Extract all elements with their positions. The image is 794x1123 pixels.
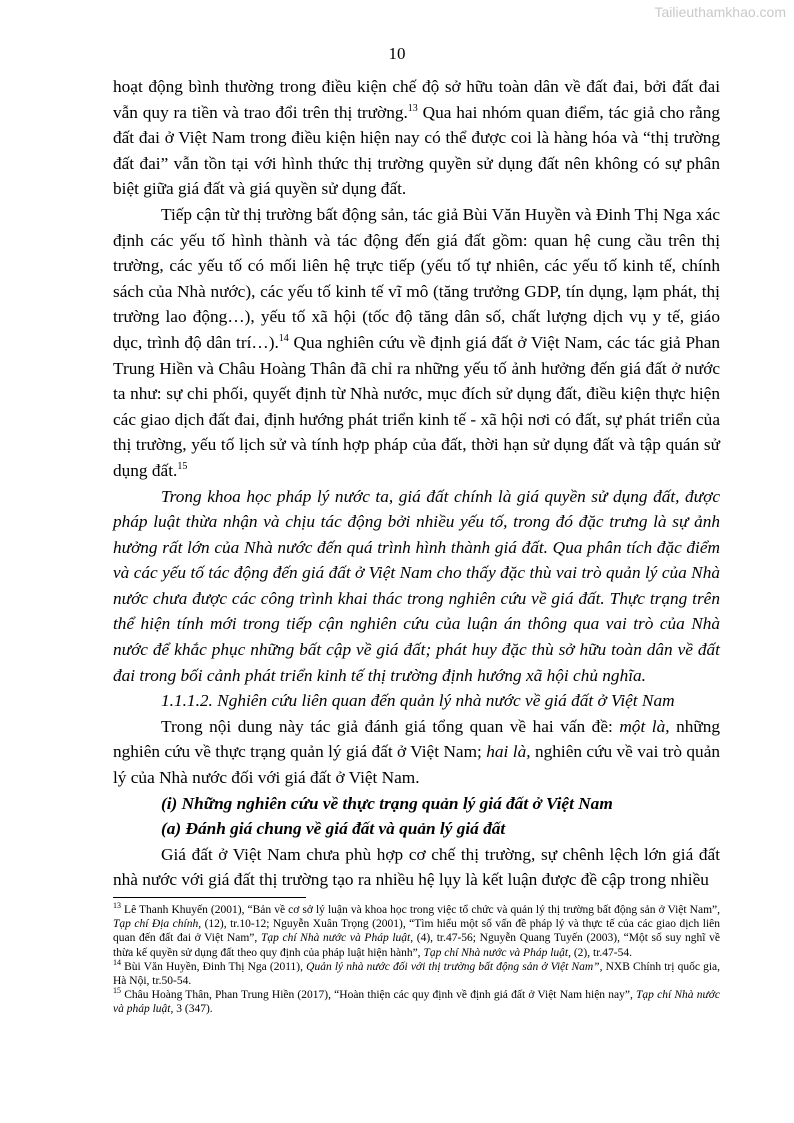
fn14-text-a: Bùi Văn Huyền, Đinh Thị Nga (2011), — [121, 960, 307, 973]
p4-text-b: những nghiên cứu về thực trạng quản lý giá đất ở Việt Nam; — [113, 716, 721, 762]
fn13-text-c: (4), tr.47-56; Nguyễn Quang Tuyến (2003), “Một số suy nghĩ về thừa kế quyền sử dụng đất theo quy định của pháp luật hiện hành”, — [113, 932, 721, 959]
footnote-15-number: 15 — [113, 986, 121, 996]
fn13-journal-2: Tạp chí Nhà nước và Pháp luật, — [260, 932, 414, 945]
p4-emphasis-1: một là, — [619, 716, 670, 736]
p1-text-b: Qua hai nhóm quan điểm, tác giả cho rằng đất đai ở Việt Nam trong điều kiện hiện nay có thể được coi là hàng hóa và “thị trường đất đai” vẫn tồn tại với hình thức thị trường quyền sử dụng đất nên không có sự phân biệt giữa giá đất và giá quyền sử dụng đất. — [113, 102, 720, 199]
p2-text-a: Tiếp cận từ thị trường bất động sản, tác giả Bùi Văn Huyền và Đinh Thị Nga xác định các yếu tố hình thành và tác động đến giá đất gồm: quan hệ cung cầu trên thị trường, các yếu tố có mối liên hệ trực tiếp (yếu tố tự nhiên, các yếu tố kinh tế, chính sách của Nhà nước), các yếu tố kinh tế vĩ mô (tăng trưởng GDP, tín dụng, lạm phát, thị trường lao động…), yếu tố xã hội (tốc độ tăng dân số, chất lượng dịch vụ y tế, giáo dục, trình độ dân trí…). — [113, 204, 720, 352]
fn13-text-d: (2), tr.47-54. — [570, 946, 632, 959]
subheading-i: (i) Những nghiên cứu về thực trạng quản lý giá đất ở Việt Nam — [161, 793, 613, 813]
footnote-separator — [113, 897, 306, 898]
paragraph-4 — [113, 714, 720, 791]
fn15-text-a: Châu Hoàng Thân, Phan Trung Hiền (2017), “Hoàn thiện các quy định về định giá đất ở Việt Nam hiện nay”, — [121, 989, 637, 1002]
p4-emphasis-2: hai là, — [486, 742, 531, 762]
fn13-text-a: Lê Thanh Khuyến (2001), “Bản về cơ sở lý luận và khoa học trong việc tổ chức và quản lý thị trường bất động sản ở Việt Nam”, — [121, 904, 720, 916]
fn15-text-b: 3 (347). — [173, 1003, 213, 1016]
footnote-ref-13[interactable]: 13 — [407, 102, 418, 114]
body-text — [113, 74, 720, 893]
footnotes — [113, 903, 720, 1017]
fn14-text-b: NXB Chính trị quốc gia, Hà Nội, tr.50-54. — [113, 960, 720, 988]
fn15-journal: Tạp chí Nhà nước và pháp luật, — [113, 989, 720, 1016]
footnote-ref-15[interactable]: 15 — [177, 461, 188, 473]
page-number: 10 — [388, 44, 406, 63]
footnote-14-number: 14 — [113, 957, 121, 967]
paragraph-1 — [113, 74, 720, 202]
paragraph-5: Giá đất ở Việt Nam chưa phù hợp cơ chế thị trường, sự chênh lệch lớn giá đất nhà nước với giá đất thị trường tạo ra nhiều hệ lụy là kết luận được đề cập trong nhiều — [113, 844, 720, 890]
fn13-text-b: (12), tr.10-12; Nguyễn Xuân Trọng (2001), “Tìm hiểu một số vấn đề pháp lý và thực tế của các giao dịch liên quan đến đất đai ở Việt Nam”, — [113, 918, 720, 945]
p4-text-c: nghiên cứu về vai trò quản lý của Nhà nước đối với giá đất ở Việt Nam. — [113, 742, 720, 788]
footnote-ref-14[interactable]: 14 — [278, 333, 289, 345]
p4-text-a: Trong nội dung này tác giả đánh giá tổng quan về hai vấn đề: — [161, 716, 620, 736]
paragraph-3-italic: Trong khoa học pháp lý nước ta, giá đất chính là giá quyền sử dụng đất, được pháp luật thừa nhận và chịu tác động bởi nhiều yếu tố, trong đó đặc trưng là sự ảnh hưởng rất lớn của Nhà nước đến quá trình hình thành giá đất. Qua phân tích đặc điểm và các yếu tố tác động đến giá đất ở Việt Nam cho thấy đặc thù vai trò quản lý của Nhà nước chưa được các công trình khai thác trong nghiên cứu về giá đất. Thực trạng trên thể hiện tính mới trong tiếp cận nghiên cứu của luận án thông qua vai trò của Nhà nước để khắc phục những bất cập về giá đất; phát huy đặc thù sở hữu toàn dân về đất đai trong bối cảnh phát triển kinh tế thị trường định hướng xã hội chủ nghĩa. — [113, 486, 720, 685]
paragraph-2 — [113, 202, 720, 484]
fn13-journal-1: Tạp chí Địa chính, — [113, 918, 202, 931]
section-heading-1-1-1-2: 1.1.1.2. Nghiên cứu liên quan đến quản lý nhà nước về giá đất ở Việt Nam — [161, 691, 675, 711]
watermark: Tailieuthamkhao.com — [654, 4, 786, 20]
p2-text-b: Qua nghiên cứu về định giá đất ở Việt Nam, các tác giả Phan Trung Hiền và Châu Hoàng Thân đã chỉ ra những yếu tố ảnh hưởng đến giá đất ở nước ta như: sự chi phối, quyết định từ Nhà nước, mục đích sử dụng đất, điều kiện thực hiện các giao dịch đất đai, định hướng phát triển kinh tế - xã hội nơi có đất, sự phát triển của thị trường, yếu tố lịch sử và tính hợp pháp của đất, thời hạn sử dụng đất và tập quán sử dụng đất. — [113, 332, 721, 480]
footnote-15 — [113, 988, 720, 1016]
footnote-13 — [113, 903, 720, 960]
fn13-journal-3: Tạp chí Nhà nước và Pháp luật, — [423, 946, 571, 959]
fn14-title: Quản lý nhà nước đối với thị trường bất động sản ở Việt Nam”, — [306, 960, 603, 973]
footnote-13-number: 13 — [113, 901, 121, 911]
footnote-14 — [113, 957, 720, 988]
p1-text-a: hoạt động bình thường trong điều kiện chế độ sở hữu toàn dân về đất đai, bởi đất đai vẫn quy ra tiền và trao đổi trên thị trường. — [113, 77, 720, 122]
subheading-a: (a) Đánh giá chung về giá đất và quản lý giá đất — [161, 819, 506, 839]
